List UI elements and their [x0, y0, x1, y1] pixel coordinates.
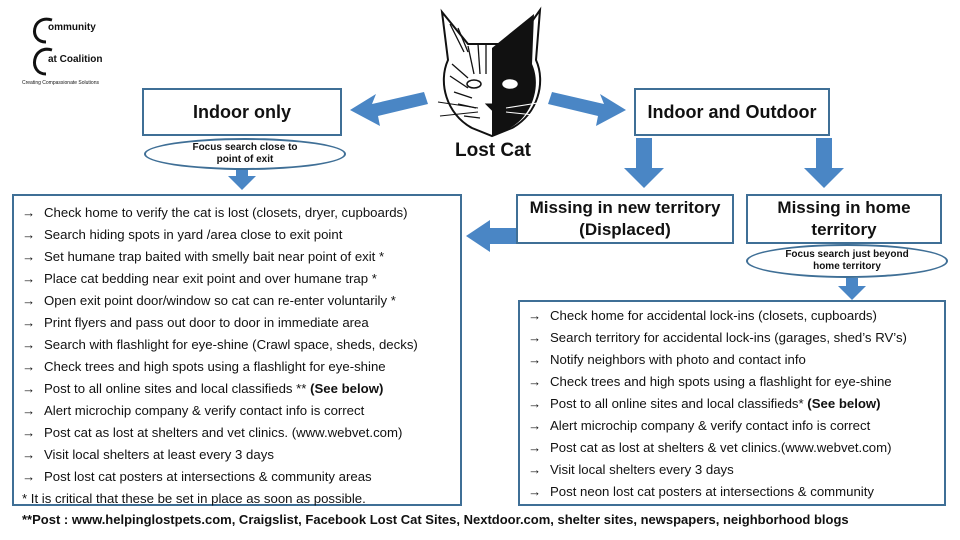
home-territory-box [746, 194, 942, 244]
step-text: Check trees and high spots using a flashlight for eye-shine [550, 374, 892, 389]
outdoor-steps-list [528, 305, 944, 503]
step-item [528, 481, 944, 503]
indoor-focus-text: Focus search close to point of exit [192, 142, 298, 165]
step-text: Alert microchip company & verify contact info is correct [44, 403, 365, 418]
indoor-steps-box [12, 194, 462, 506]
arrow-right-icon: → [22, 403, 36, 418]
step-item [528, 437, 944, 459]
step-text: Check home for accidental lock-ins (closets, cupboards) [550, 308, 877, 323]
center-label: Lost Cat [455, 140, 531, 161]
step-item [528, 371, 944, 393]
arrow-right-icon: → [528, 352, 542, 367]
step-text: Post cat as lost at shelters and vet clinics. (www.webvet.com) [44, 425, 403, 440]
indoor-outdoor-box [634, 88, 830, 136]
logo-line2: at Coalition [48, 54, 103, 65]
step-item [528, 459, 944, 481]
step-text: Print flyers and pass out door to door in immediate area [44, 315, 369, 330]
step-text: Search territory for accidental lock-ins (garages, shed’s RV’s) [550, 330, 907, 345]
outdoor-steps-box [518, 300, 946, 506]
arrow-right-icon: → [528, 418, 542, 433]
step-item [22, 224, 460, 246]
step-item [528, 305, 944, 327]
arrow-right-icon: → [528, 308, 542, 323]
step-text: Alert microchip company & verify contact info is correct [550, 418, 871, 433]
step-text: Post cat as lost at shelters & vet clinics.(www.webvet.com) [550, 440, 892, 455]
step-item [22, 312, 460, 334]
arrow-right-icon: → [528, 440, 542, 455]
step-text: Check trees and high spots using a flashlight for eye-shine [44, 359, 386, 374]
step-item [528, 393, 944, 415]
step-item [22, 356, 460, 378]
arrow-right-icon: → [22, 293, 36, 308]
step-item [22, 422, 460, 444]
see-below-text: (See below) [310, 381, 384, 396]
arrow-right-icon: → [528, 396, 542, 411]
indoor-focus-ellipse [144, 138, 346, 170]
new-territory-title: Missing in new territory (Displaced) [529, 198, 721, 239]
arrow-right-icon: → [22, 271, 36, 286]
arrow-right-icon: → [528, 374, 542, 389]
home-focus-text: Focus search just beyond home territory [785, 249, 909, 272]
home-focus-ellipse [746, 244, 948, 278]
see-below-text: (See below) [807, 396, 881, 411]
arrow-right-icon: → [22, 337, 36, 352]
arrow-right-icon: → [22, 381, 36, 396]
step-text: Post neon lost cat posters at intersections & community [550, 484, 874, 499]
arrow-down-new-icon [624, 138, 664, 188]
step-text: Search hiding spots in yard /area close to exit point [44, 227, 343, 242]
step-item [22, 466, 460, 488]
arrow-right-icon: → [22, 205, 36, 220]
step-text: Visit local shelters at least every 3 days [44, 447, 274, 462]
indoor-only-box [142, 88, 342, 136]
step-text: Check home to verify the cat is lost (closets, dryer, cupboards) [44, 205, 408, 220]
step-text: Visit local shelters every 3 days [550, 462, 734, 477]
step-text: Notify neighbors with photo and contact info [550, 352, 806, 367]
arrow-right-icon: → [22, 315, 36, 330]
logo-tagline: Creating Compassionate Solutions [22, 80, 99, 86]
step-text: Post lost cat posters at intersections & community areas [44, 469, 372, 484]
arrow-right-icon: → [22, 227, 36, 242]
indoor-steps-list [22, 202, 460, 488]
step-text: Post to all online sites and local classifieds ** [44, 381, 311, 396]
arrow-right-icon: → [528, 462, 542, 477]
arrow-right-icon: → [528, 484, 542, 499]
arrow-right-icon: → [22, 469, 36, 484]
arrow-down-home-list-icon [838, 278, 866, 300]
step-text: Set humane trap baited with smelly bait near point of exit * [44, 249, 385, 264]
arrow-right-icon: → [22, 425, 36, 440]
arrow-left-icon [466, 220, 516, 252]
step-item [22, 290, 460, 312]
arrow-to-outdoor-icon [548, 92, 626, 126]
step-item [528, 415, 944, 437]
step-text: Open exit point door/window so cat can re-enter voluntarily * [44, 293, 396, 308]
arrow-down-home-icon [804, 138, 844, 188]
step-text: Place cat bedding near exit point and over humane trap * [44, 271, 377, 286]
indoor-only-title: Indoor only [193, 102, 291, 122]
logo-line1: ommunity [48, 22, 96, 33]
step-item [22, 444, 460, 466]
arrow-to-indoor-icon [350, 92, 428, 126]
footer-post-list: **Post : www.helpinglostpets.com, Craigslist, Facebook Lost Cat Sites, Nextdoor.com, shelter sites, newspapers, neighborhood blogs [22, 512, 849, 527]
indoor-note: * It is critical that these be set in place as soon as possible. [22, 491, 366, 506]
arrow-right-icon: → [22, 359, 36, 374]
step-text: Search with flashlight for eye-shine (Crawl space, sheds, decks) [44, 337, 418, 352]
arrow-right-icon: → [22, 447, 36, 462]
step-item [22, 378, 460, 400]
step-item [22, 268, 460, 290]
step-text: Post to all online sites and local classifieds* [550, 396, 808, 411]
indoor-outdoor-title: Indoor and Outdoor [647, 102, 817, 122]
step-item [22, 400, 460, 422]
step-item [22, 202, 460, 224]
step-item [528, 327, 944, 349]
step-item [528, 349, 944, 371]
step-item [22, 334, 460, 356]
new-territory-box [516, 194, 734, 244]
step-item [22, 246, 460, 268]
arrow-right-icon: → [22, 249, 36, 264]
arrow-right-icon: → [528, 330, 542, 345]
home-territory-title: Missing in home territory [777, 198, 911, 239]
